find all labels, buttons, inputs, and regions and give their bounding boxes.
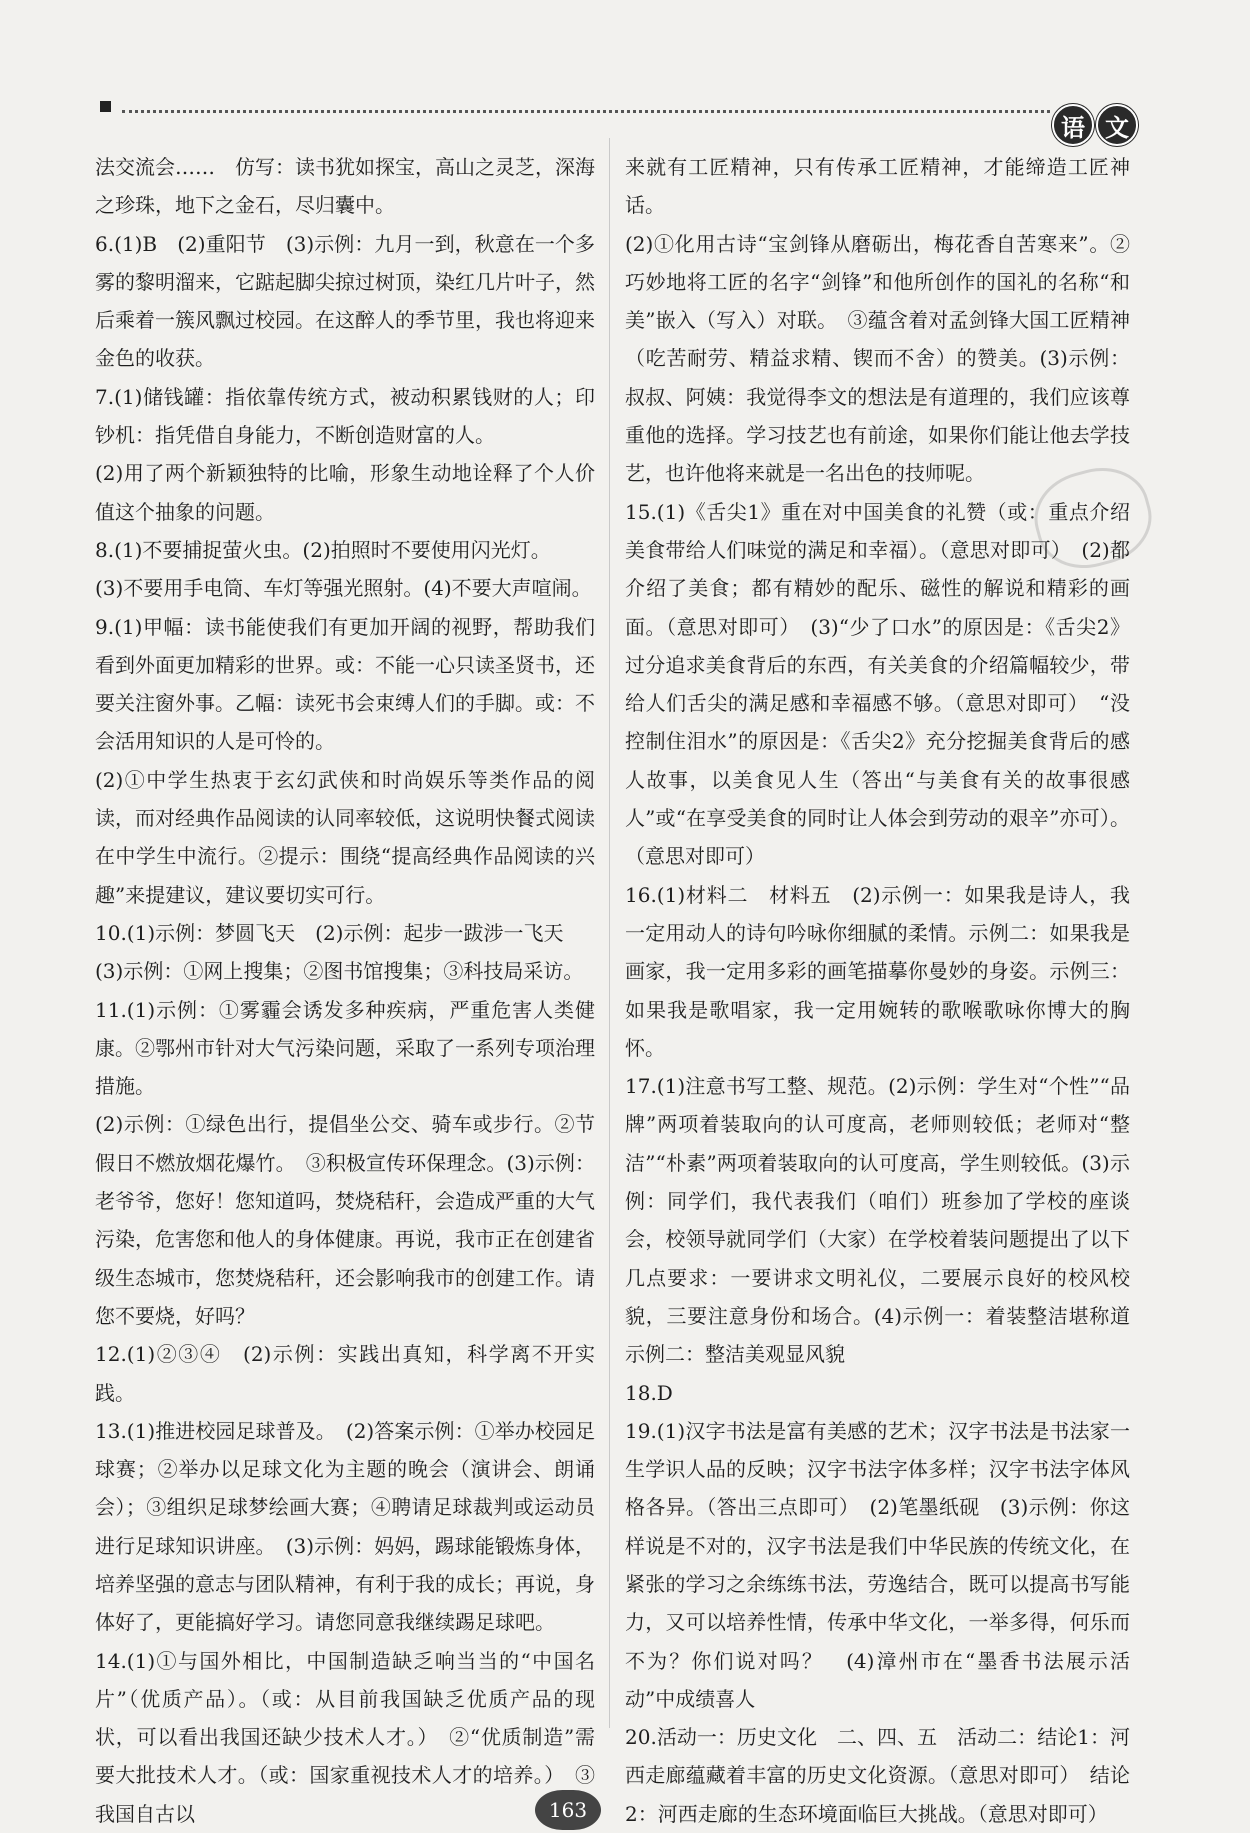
left-column xyxy=(95,148,595,1833)
answer-paragraph: 16.(1)材料二 材料五 (2)示例一：如果我是诗人，我一定用动人的诗句吟咏你细腻的柔情。示例二：如果我是画家，我一定用多彩的画笔描摹你曼妙的身姿。示例三：如果我是歌唱家，我一定用婉转的歌喉歌咏你博大的胸怀。 xyxy=(625,882,1130,1060)
answer-paragraph: (3)示例：①网上搜集；②图书馆搜集；③科技局采访。 xyxy=(95,959,584,984)
answer-paragraph: 15.(1)《舌尖1》重在对中国美食的礼赞（或：重点介绍美食带给人们味觉的满足和幸福）。（意思对即可） (2)都介绍了美食；都有精妙的配乐、磁性的解说和精彩的画面。（意思对即可） (3)“少了口水”的原因是：《舌尖2》过分追求美食背后的东西，有关美食的介绍篇幅较少，带给人们舌尖的满足感和幸福感不够。（意思对即可） “没控制住泪水”的原因是：《舌尖2》充分挖掘美食背后的感人故事，以美食见人生（答出“与美食有关的故事很感人”或“在享受美食的同时让人体会到劳动的艰辛”亦可）。（意思对即可） xyxy=(625,499,1130,869)
answer-paragraph: 17.(1)注意书写工整、规范。(2)示例：学生对“个性”“品牌”两项着装取向的认可度高，老师则较低；老师对“整洁”“朴素”两项着装取向的认可度高，学生则较低。(3)示例：同学们，我代表我们（咱们）班参加了学校的座谈会，校领导就同学们（大家）在学校着装问题提出了以下几点要求：一要讲求文明礼仪，二要展示良好的校风校貌，三要注意身份和场合。(4)示例一：着装整洁堪称道 示例二：整洁美观显风貌 xyxy=(625,1074,1150,1367)
header-square-mark xyxy=(100,101,111,112)
answer-paragraph: 8.(1)不要捕捉萤火虫。(2)拍照时不要使用闪光灯。 xyxy=(95,537,551,562)
right-column xyxy=(625,148,1150,1833)
answer-paragraph: 10.(1)示例：梦圆飞天 (2)示例：起步一跋涉一飞天 xyxy=(95,920,564,945)
header-dotted-rule xyxy=(122,110,1050,113)
page-number: 163 xyxy=(535,1790,601,1830)
answer-paragraph: 20.活动一：历史文化 二、四、五 活动二：结论1：河西走廊蕴藏着丰富的历史文化资源。（意思对即可） 结论2：河西走廊的生态环境面临巨大挑战。（意思对即可） xyxy=(625,1725,1130,1826)
subject-char-2: 文 xyxy=(1096,104,1138,146)
answer-paragraph: 9.(1)甲幅：读书能使我们有更加开阔的视野，帮助我们看到外面更加精彩的世界。或：不能一心只读圣贤书，还要关注窗外事。乙幅：读死书会束缚人们的手脚。或：不会活用知识的人是可怜的。 xyxy=(95,614,595,754)
answer-paragraph: 13.(1)推进校园足球普及。 (2)答案示例：①举办校园足球赛；②举办以足球文化为主题的晚会（演讲会、朗诵会）；③组织足球梦绘画大赛；④聘请足球裁判或运动员进行足球知识讲座。 (3)示例：妈妈，踢球能锻炼身体，培养坚强的意志与团队精神，有利于我的成长；再说，身体好了，更能搞好学习。请您同意我继续踢足球吧。 xyxy=(95,1418,595,1635)
subject-badge xyxy=(1052,104,1138,146)
answer-paragraph: (3)不要用手电筒、车灯等强光照射。(4)不要大声喧闹。 xyxy=(95,576,592,601)
answer-paragraph: 来就有工匠精神，只有传承工匠精神，才能缔造工匠神话。 xyxy=(625,155,1130,218)
answer-paragraph: (2)①中学生热衷于玄幻武侠和时尚娱乐等类作品的阅读，而对经典作品阅读的认同率较低，这说明快餐式阅读在中学生中流行。②提示：围绕“提高经典作品阅读的兴趣”来提建议，建议要切实可行。 xyxy=(95,767,595,907)
answer-paragraph: (2)用了两个新颖独特的比喻，形象生动地诠释了个人价值这个抽象的问题。 xyxy=(95,461,595,524)
answer-paragraph: (2)①化用古诗“宝剑锋从磨砺出，梅花香自苦寒来”。②巧妙地将工匠的名字“剑锋”和他所创作的国礼的名称“和美”嵌入（写入）对联。 ③蕴含着对孟剑锋大国工匠精神（吃苦耐劳、精益求精、锲而不舍）的赞美。(3)示例：叔叔、阿姨：我觉得李文的想法是有道理的，我们应该尊重他的选择。学习技艺也有前途，如果你们能让他去学技艺，也许他将来就是一名出色的技师呢。 xyxy=(625,231,1130,486)
subject-char-1: 语 xyxy=(1052,104,1094,146)
answer-paragraph: 6.(1)B (2)重阳节 (3)示例：九月一到，秋意在一个多雾的黎明溜来，它踮起脚尖掠过树顶，染红几片叶子，然后乘着一簇风飘过校园。在这醉人的季节里，我也将迎来金色的收获。 xyxy=(95,231,595,371)
column-divider xyxy=(609,138,610,1728)
answer-paragraph: 7.(1)储钱罐：指依靠传统方式，被动积累钱财的人；印钞机：指凭借自身能力，不断创造财富的人。 xyxy=(95,384,595,448)
answer-paragraph: 19.(1)汉字书法是富有美感的艺术；汉字书法是书法家一生学识人品的反映；汉字书法字体多样；汉字书法字体风格各异。（答出三点即可） (2)笔墨纸砚 (3)示例：你这样说是不对的，汉字书法是我们中华民族的传统文化，在紧张的学习之余练练书法，劳逸结合，既可以提高书写能力，又可以培养性情，传承中华文化，一举多得，何乐而不为？你们说对吗？ (4)漳州市在“墨香书法展示活动”中成绩喜人 xyxy=(625,1418,1130,1711)
answer-paragraph: 14.(1)①与国外相比，中国制造缺乏响当当的“中国名片”（优质产品）。（或：从目前我国缺乏优质产品的现状，可以看出我国还缺少技术人才。） ②“优质制造”需要大批技术人才。（或：国家重视技术人才的培养。） ③我国自古以 xyxy=(95,1648,595,1826)
answer-paragraph: 11.(1)示例：①雾霾会诱发多种疾病，严重危害人类健康。②鄂州市针对大气污染问题，采取了一系列专项治理措施。 xyxy=(95,997,595,1099)
answer-paragraph: 法交流会…… 仿写：读书犹如探宝，高山之灵芝，深海之珍珠，地下之金石，尽归囊中。 xyxy=(95,155,595,218)
answer-paragraph: 12.(1)②③④ (2)示例：实践出真知，科学离不开实践。 xyxy=(95,1342,595,1405)
answer-paragraph: 18.D xyxy=(625,1380,673,1405)
answer-paragraph: (2)示例：①绿色出行，提倡坐公交、骑车或步行。②节假日不燃放烟花爆竹。 ③积极宣传环保理念。(3)示例：老爷爷，您好！您知道吗，焚烧秸秆，会造成严重的大气污染，危害您和他人的身体健康。再说，我市正在创建省级生态城市，您焚烧秸秆，还会影响我市的创建工作。请您不要烧，好吗？ xyxy=(95,1112,595,1328)
